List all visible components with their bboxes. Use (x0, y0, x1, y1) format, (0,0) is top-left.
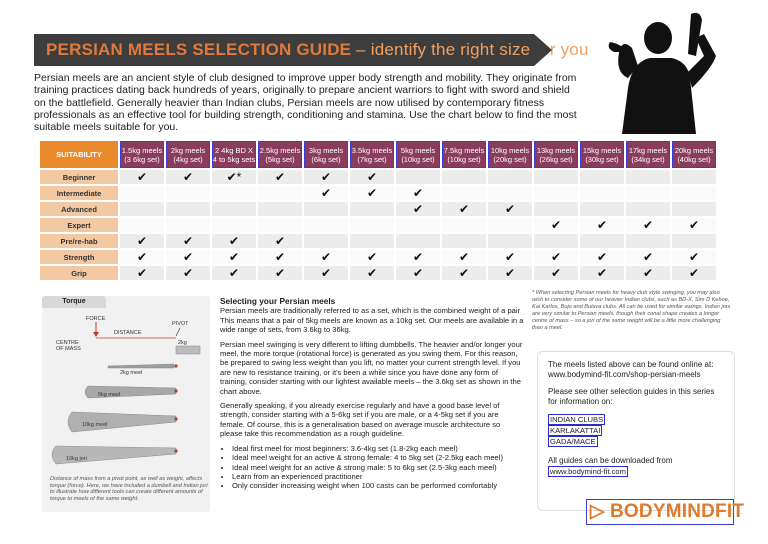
bodymindfit-logo[interactable] (586, 499, 745, 525)
guide-link-karlakattai[interactable]: KARLAKATTAI (550, 426, 601, 435)
guide-link-indian-clubs[interactable]: INDIAN CLUBS (550, 415, 604, 424)
table-cell (488, 218, 532, 232)
column-header: 7.5kg meels (10kg set) (442, 141, 486, 168)
meel-5kg-label: 5kg meel (98, 392, 121, 398)
table-cell (626, 202, 670, 216)
table-cell (212, 202, 256, 216)
table-cell: ✔ (258, 170, 302, 184)
list-item: • Ideal meel weight for an active & strong female: 4 to 5kg set (2-2.5kg each meel) (232, 453, 524, 462)
table-cell: ✔ (626, 218, 670, 232)
row-label: Intermediate (40, 186, 118, 200)
athlete-silhouette-icon (592, 8, 722, 134)
column-header: 2kg meels (4kg set) (166, 141, 210, 168)
table-cell (580, 170, 624, 184)
table-cell: ✔ (396, 186, 440, 200)
pivot-dot-icon (174, 417, 177, 420)
table-row (40, 234, 716, 248)
info-box (537, 351, 735, 511)
jori-10kg-label: 10kg jori (66, 456, 87, 462)
table-row (40, 186, 716, 200)
table-cell (672, 202, 716, 216)
table-cell (166, 218, 210, 232)
force-label: FORCE (86, 316, 106, 322)
table-cell: ✔ (442, 202, 486, 216)
table-cell (442, 218, 486, 232)
table-cell: ✔ (120, 250, 164, 264)
pivot-dot-icon (174, 449, 177, 452)
recommendation-list (232, 444, 524, 491)
table-cell: ✔* (212, 170, 256, 184)
centre-of-mass-label-2: OF MASS (56, 346, 81, 352)
guide-link-gada-mace[interactable]: GADA/MACE (550, 437, 596, 446)
suitability-table (38, 139, 718, 282)
guides-text: Please see other selection guides in this series for information on: (548, 387, 715, 406)
table-cell: ✔ (442, 250, 486, 264)
table-cell (672, 186, 716, 200)
section-heading: Selecting your Persian meels (220, 296, 336, 306)
force-arrowhead-icon (93, 332, 99, 337)
pivot-pointer (176, 328, 180, 336)
table-cell (212, 186, 256, 200)
table-cell: ✔ (258, 266, 302, 280)
list-item: • Ideal meel weight for an active & strong male: 5 to 6kg set (2.5-3kg each meel) (232, 463, 524, 472)
table-cell: ✔ (120, 234, 164, 248)
table-cell: ✔ (304, 186, 348, 200)
column-header: 1.5kg meels (3 6kg set) (120, 141, 164, 168)
table-cell (166, 186, 210, 200)
table-cell: ✔ (166, 250, 210, 264)
table-cell: ✔ (488, 266, 532, 280)
subtitle-text: – identify the right size for you (356, 40, 589, 59)
table-cell: ✔ (166, 170, 210, 184)
table-cell: ✔ (626, 266, 670, 280)
table-cell (350, 202, 394, 216)
play-arrow-icon: ▷ (590, 501, 605, 522)
table-cell (626, 234, 670, 248)
logo-text: BODYMINDFIT (610, 501, 745, 522)
column-header: 10kg meels (20kg set) (488, 141, 532, 168)
row-label: Pre/re-hab (40, 234, 118, 248)
table-cell (672, 234, 716, 248)
centre-of-mass-label: CENTRE (56, 340, 79, 346)
table-cell: ✔ (350, 186, 394, 200)
table-cell (258, 218, 302, 232)
table-cell: ✔ (212, 266, 256, 280)
table-cell (672, 170, 716, 184)
table-cell: ✔ (304, 250, 348, 264)
title-banner (34, 34, 589, 66)
table-cell (396, 234, 440, 248)
table-cell (534, 170, 578, 184)
row-label: Expert (40, 218, 118, 232)
table-cell: ✔ (258, 250, 302, 264)
table-cell: ✔ (304, 266, 348, 280)
table-cell: ✔ (120, 266, 164, 280)
table-cell: ✔ (166, 266, 210, 280)
table-cell (442, 170, 486, 184)
paragraph: Generally speaking, if you already exercise regularly and have a good base level of strength, consider starting with a 5-6kg set if you are male, or a 4-5kg set if you are female. Of course, this is a generalisation based on average muscle architecture so please take this recommendation as a rough guideline. (220, 401, 501, 439)
table-cell: ✔ (350, 266, 394, 280)
torque-diagram (42, 308, 210, 476)
table-cell (580, 186, 624, 200)
list-item: • Learn from an experienced practitioner (232, 472, 524, 481)
table-cell (304, 218, 348, 232)
list-item: • Ideal first meel for most beginners: 3.6-4kg set (1.8-2kg each meel) (232, 444, 524, 453)
table-cell: ✔ (488, 250, 532, 264)
list-item: • Only consider increasing weight when 100 casts can be performed comfortably (232, 481, 524, 490)
table-cell (580, 202, 624, 216)
table-cell (120, 218, 164, 232)
table-cell (580, 234, 624, 248)
table-cell: ✔ (396, 250, 440, 264)
table-cell (626, 186, 670, 200)
table-cell: ✔ (580, 266, 624, 280)
meel-2kg-label: 2kg meel (120, 370, 143, 376)
table-cell (442, 234, 486, 248)
column-header: 5kg meels (10kg set) (396, 141, 440, 168)
column-header: 17kg meels (34kg set) (626, 141, 670, 168)
dumbbell-weight-label: 2kg (178, 340, 187, 346)
table-cell (534, 234, 578, 248)
column-header: 3kg meels (6kg set) (304, 141, 348, 168)
table-cell (396, 218, 440, 232)
table-row (40, 218, 716, 232)
website-link[interactable]: www.bodymind-fit.com (550, 467, 626, 476)
table-cell: ✔ (580, 250, 624, 264)
meel-10kg-label: 10kg meel (82, 422, 108, 428)
torque-diagram-panel (42, 296, 210, 512)
table-cell: ✔ (534, 266, 578, 280)
dumbbell-icon (176, 346, 200, 354)
column-header: 3.5kg meels (7kg set) (350, 141, 394, 168)
table-cell (488, 170, 532, 184)
table-cell (212, 218, 256, 232)
pivot-dot-icon (174, 364, 177, 367)
page-title (46, 40, 589, 60)
table-cell (350, 234, 394, 248)
table-cell (258, 202, 302, 216)
table-cell: ✔ (672, 218, 716, 232)
column-header: 2.5kg meels (5kg set) (258, 141, 302, 168)
column-header: 15kg meels (30kg set) (580, 141, 624, 168)
table-cell (534, 202, 578, 216)
table-cell (396, 170, 440, 184)
pivot-label: PIVOT (172, 321, 189, 327)
table-cell (120, 202, 164, 216)
table-cell (304, 234, 348, 248)
table-cell (488, 234, 532, 248)
column-header: 20kg meels (40kg set) (672, 141, 716, 168)
footnote: * When selecting Persian meels for heavy club style swinging, you may also wish to consider some of our heavier Indian clubs, such as BD-X, Sim D Kehoe, Kai Karlos, Bujo and Bulava clubs. All can be used for similar swings. Indian jors are very similar to Persian meels, though their conal shape creates a longer centre of mass – so a jori of the same weight will be a little more challenging than a meel. (532, 290, 731, 331)
suitability-header: SUITABILITY (40, 141, 118, 168)
table-cell (488, 186, 532, 200)
selection-text (220, 297, 524, 491)
row-label: Grip (40, 266, 118, 280)
table-cell: ✔ (442, 266, 486, 280)
torque-tab: Torque (42, 296, 106, 308)
table-cell: ✔ (672, 266, 716, 280)
table-cell: ✔ (534, 218, 578, 232)
meel-2kg (108, 364, 174, 368)
table-cell: ✔ (626, 250, 670, 264)
column-header: 13kg meels (26kg set) (534, 141, 578, 168)
table-cell (258, 186, 302, 200)
table-cell (304, 202, 348, 216)
table-row (40, 266, 716, 280)
table-cell (166, 202, 210, 216)
table-cell (442, 186, 486, 200)
table-cell: ✔ (350, 250, 394, 264)
table-cell: ✔ (672, 250, 716, 264)
table-row (40, 170, 716, 184)
table-cell: ✔ (350, 170, 394, 184)
torque-caption: Distance of mass from a pivot point, as well as weight, affects torque (force). Here, we have included a dumbell and Indian jori to illustrate how different tools can create different amounts of torque to meels of the same weight. (50, 476, 208, 502)
table-cell (350, 218, 394, 232)
shop-text: The meels listed above can be found online at: www.bodymind-fit.com/shop-persian-meels (548, 360, 714, 379)
table-row (40, 202, 716, 216)
table-cell (626, 170, 670, 184)
table-cell: ✔ (212, 250, 256, 264)
download-text: All guides can be downloaded from (548, 456, 673, 465)
row-label: Strength (40, 250, 118, 264)
table-cell (534, 186, 578, 200)
table-cell: ✔ (488, 202, 532, 216)
table-cell: ✔ (396, 202, 440, 216)
table-cell: ✔ (534, 250, 578, 264)
title-text: PERSIAN MEELS SELECTION GUIDE (46, 40, 352, 59)
table-cell: ✔ (166, 234, 210, 248)
column-header: 2 4kg BD X 4 to 5kg sets (212, 141, 256, 168)
table-cell: ✔ (396, 266, 440, 280)
row-label: Beginner (40, 170, 118, 184)
intro-paragraph: Persian meels are an ancient style of club designed to improve upper body strength and mobility. They originate from training practices dating back hundreds of years, originally to prepare ancient warriors to fight with sword and shield on the battlefield. Generally heavier than Indian clubs, Persian meels are now utilised by contemporary fitness professionals as an effective tool for building strength, conditioning and stamina. Use the chart below to find the most suitable meels suitable for you. (34, 72, 577, 134)
distance-label: DISTANCE (114, 330, 142, 336)
row-label: Advanced (40, 202, 118, 216)
table-cell: ✔ (580, 218, 624, 232)
table-cell: ✔ (120, 170, 164, 184)
table-cell (120, 186, 164, 200)
paragraph: Persian meel swinging is very different to lifting dumbbells. The heavier and/or longer your meel, the more torque (rotational force) is generated as you swing them. For this reason, be prepared to swing less weight than you lift, no matter your current strength level. If you are new to resistance training, or it's been a while since you have done any form of training, consider starting with our lightest available meels – the 3.6kg set as shown in the chart above. (220, 339, 523, 396)
table-cell: ✔ (304, 170, 348, 184)
table-cell: ✔ (212, 234, 256, 248)
table-cell: ✔ (258, 234, 302, 248)
table-row (40, 250, 716, 264)
pivot-dot-icon (174, 389, 177, 392)
guides-list (548, 414, 724, 447)
paragraph: Persian meels are traditionally referred to as a set, which is the combined weight of a pair This means that a pair of 5kg meels are known as a 10kg set. Our meels are available in a wide range of sets, from 3.6kg to 36kg. (220, 306, 524, 335)
